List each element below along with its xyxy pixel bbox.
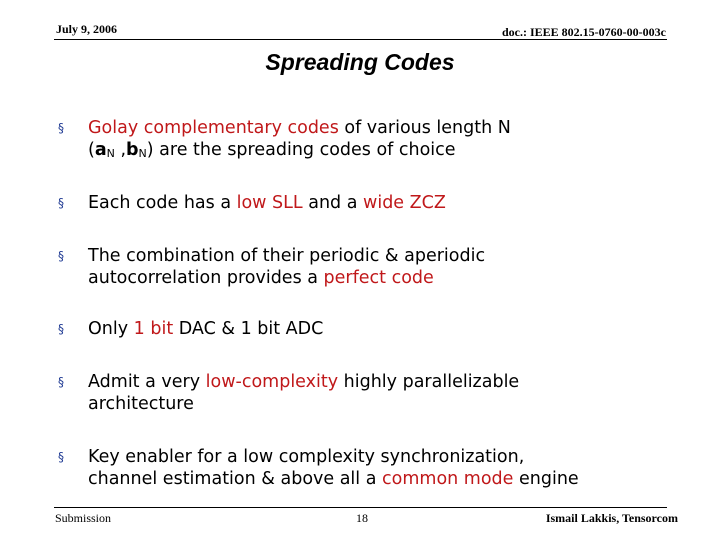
bullet-sll-zcz xyxy=(58,192,698,214)
bullet-marker-icon: § xyxy=(58,249,64,263)
bullet-golay xyxy=(58,117,698,165)
footer-rule xyxy=(54,507,667,508)
bullet-combination xyxy=(58,245,698,289)
bullet-text: Each code has a xyxy=(88,193,237,213)
bullet-marker-icon: § xyxy=(58,450,64,464)
bullet-text: Admit a very xyxy=(88,372,206,392)
bullet-text: autocorrelation provides a xyxy=(88,268,324,288)
bullet-marker-icon: § xyxy=(58,375,64,389)
bullet-key-enabler xyxy=(58,446,698,490)
bullet-text-highlight: common mode xyxy=(382,469,514,489)
subscript-n: N xyxy=(106,147,115,160)
subscript-n: N xyxy=(138,147,147,160)
bullet-dac-adc xyxy=(58,318,698,340)
slide-title: Spreading Codes xyxy=(265,49,455,75)
bullet-text: ) are the spreading codes of choice xyxy=(146,140,456,160)
bullet-architecture xyxy=(58,371,698,415)
bullet-marker-icon: § xyxy=(58,322,64,336)
footer-submission: Submission xyxy=(55,511,112,525)
bullet-text-highlight: 1 bit xyxy=(133,319,174,339)
bullet-text-highlight: low SLL xyxy=(236,193,303,213)
bullet-text-highlight: low-complexity xyxy=(205,372,339,392)
bullet-marker-icon: § xyxy=(58,121,64,135)
bullet-text: and a xyxy=(302,193,364,213)
bullet-text: architecture xyxy=(88,394,194,414)
bullet-text-highlight: Golay complementary codes xyxy=(88,118,339,138)
bullet-text: engine xyxy=(513,469,579,489)
header-doc-id: doc.: IEEE 802.15-0760-00-003c xyxy=(502,25,666,39)
bullet-text: , xyxy=(114,140,127,160)
footer-page-number: 18 xyxy=(356,511,368,525)
bullet-marker-icon: § xyxy=(58,196,64,210)
footer-author: Ismail Lakkis, Tensorcom xyxy=(545,511,678,525)
bullet-text-highlight: wide ZCZ xyxy=(363,193,446,213)
bullet-text: channel estimation & above all a xyxy=(88,469,383,489)
bullet-text: of various length N xyxy=(338,118,511,138)
bullet-text: The combination of their periodic & aperiodic xyxy=(88,246,486,266)
bullet-text: DAC & 1 bit ADC xyxy=(173,319,324,339)
bullet-text-highlight: perfect code xyxy=(323,268,434,288)
bullet-text: ( xyxy=(88,140,95,160)
code-b: b xyxy=(126,140,139,160)
bullet-text: Only xyxy=(88,319,134,339)
header-date: July 9, 2006 xyxy=(56,22,118,36)
bullet-text: highly parallelizable xyxy=(338,372,520,392)
bullet-text: Key enabler for a low complexity synchronization, xyxy=(88,447,525,467)
code-a: a xyxy=(94,140,107,160)
header-rule xyxy=(54,39,667,40)
